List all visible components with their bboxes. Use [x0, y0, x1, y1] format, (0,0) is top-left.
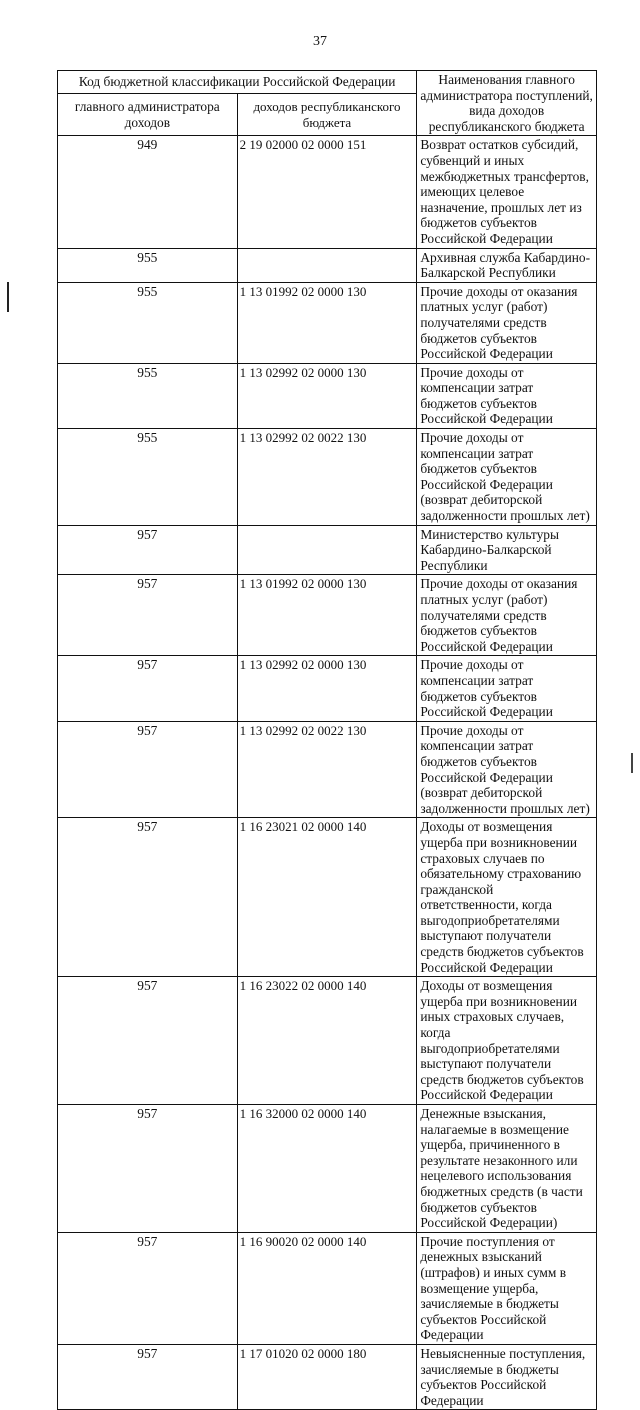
admin-code-cell: 949	[58, 136, 238, 248]
income-name-cell: Невыясненные поступления, зачисляемые в бюджеты субъектов Российской Федерации	[417, 1344, 597, 1409]
income-code-cell: 1 16 23021 02 0000 140	[237, 818, 417, 977]
income-name-cell: Министерство культуры Кабардино-Балкарской Республики	[417, 525, 597, 575]
admin-code-cell: 957	[58, 525, 238, 575]
income-name-cell: Прочие доходы от компенсации затрат бюджетов субъектов Российской Федерации (возврат дебиторской задолженности прошлых лет)	[417, 429, 597, 526]
table-row	[58, 248, 597, 282]
admin-code-cell: 955	[58, 248, 238, 282]
table-row	[58, 1232, 597, 1344]
income-code-cell: 1 16 32000 02 0000 140	[237, 1105, 417, 1233]
income-name-cell: Прочие доходы от компенсации затрат бюджетов субъектов Российской Федерации (возврат дебиторской задолженности прошлых лет)	[417, 721, 597, 818]
table-row	[58, 1344, 597, 1409]
table-row	[58, 721, 597, 818]
admin-code-cell: 957	[58, 656, 238, 721]
income-code-cell	[237, 525, 417, 575]
table-row	[58, 575, 597, 656]
income-name-cell: Прочие поступления от денежных взысканий (штрафов) и иных сумм в возмещение ущерба, зачисляемые в бюджеты субъектов Российской Федерации	[417, 1232, 597, 1344]
admin-code-cell: 955	[58, 429, 238, 526]
table-row	[58, 525, 597, 575]
admin-code-cell: 955	[58, 363, 238, 428]
income-name-cell: Возврат остатков субсидий, субвенций и иных межбюджетных трансфертов, имеющих целевое назначение, прошлых лет из бюджетов субъектов Российской Федерации	[417, 136, 597, 248]
admin-code-cell: 957	[58, 1232, 238, 1344]
income-code-cell: 1 13 02992 02 0022 130	[237, 721, 417, 818]
admin-code-cell: 957	[58, 575, 238, 656]
income-code-cell: 1 13 02992 02 0000 130	[237, 363, 417, 428]
table-body	[58, 136, 597, 1410]
margin-mark-left	[7, 282, 9, 312]
income-code-cell: 1 13 01992 02 0000 130	[237, 282, 417, 363]
table-row	[58, 656, 597, 721]
income-code-cell: 1 17 01020 02 0000 180	[237, 1344, 417, 1409]
income-name-cell: Архивная служба Кабардино-Балкарской Республики	[417, 248, 597, 282]
table-row	[58, 136, 597, 248]
income-code-cell	[237, 248, 417, 282]
table-row	[58, 429, 597, 526]
income-name-cell: Доходы от возмещения ущерба при возникновении иных страховых случаев, когда выгодоприобретателями выступают получатели средств бюджетов субъектов Российской Федерации	[417, 977, 597, 1105]
header-income-code: доходов республиканского бюджета	[237, 94, 417, 136]
table-row	[58, 977, 597, 1105]
income-name-cell: Денежные взыскания, налагаемые в возмещение ущерба, причиненного в результате незаконного или нецелевого использования бюджетных средств (в части бюджетов субъектов Российской Федерации)	[417, 1105, 597, 1233]
header-administrator-name: Наименования главного администратора поступлений, вида доходов республиканского бюджета	[417, 71, 597, 136]
income-name-cell: Прочие доходы от оказания платных услуг (работ) получателями средств бюджетов субъектов Российской Федерации	[417, 575, 597, 656]
header-admin-code: главного администратора доходов	[58, 94, 238, 136]
income-code-cell: 1 16 23022 02 0000 140	[237, 977, 417, 1105]
income-name-cell: Прочие доходы от компенсации затрат бюджетов субъектов Российской Федерации	[417, 363, 597, 428]
admin-code-cell: 957	[58, 1105, 238, 1233]
income-code-cell: 1 13 02992 02 0022 130	[237, 429, 417, 526]
income-name-cell: Прочие доходы от компенсации затрат бюджетов субъектов Российской Федерации	[417, 656, 597, 721]
admin-code-cell: 957	[58, 1344, 238, 1409]
table-row	[58, 1105, 597, 1233]
admin-code-cell: 955	[58, 282, 238, 363]
table-row	[58, 363, 597, 428]
header-classification-code: Код бюджетной классификации Российской Федерации	[58, 71, 417, 94]
table-row	[58, 818, 597, 977]
margin-mark-right	[631, 753, 633, 773]
page-number: 37	[313, 34, 327, 49]
income-code-cell: 2 19 02000 02 0000 151	[237, 136, 417, 248]
income-code-cell: 1 16 90020 02 0000 140	[237, 1232, 417, 1344]
admin-code-cell: 957	[58, 977, 238, 1105]
income-code-cell: 1 13 02992 02 0000 130	[237, 656, 417, 721]
table-row	[58, 282, 597, 363]
budget-classification-table	[57, 70, 597, 1410]
header-row-group	[58, 71, 597, 94]
admin-code-cell: 957	[58, 818, 238, 977]
income-code-cell: 1 13 01992 02 0000 130	[237, 575, 417, 656]
income-name-cell: Доходы от возмещения ущерба при возникновении страховых случаев по обязательному страхованию гражданской ответственности, когда выгодоприобретателями выступают получатели средств бюджетов субъектов Российской Федерации	[417, 818, 597, 977]
income-name-cell: Прочие доходы от оказания платных услуг (работ) получателями средств бюджетов субъектов Российской Федерации	[417, 282, 597, 363]
admin-code-cell: 957	[58, 721, 238, 818]
